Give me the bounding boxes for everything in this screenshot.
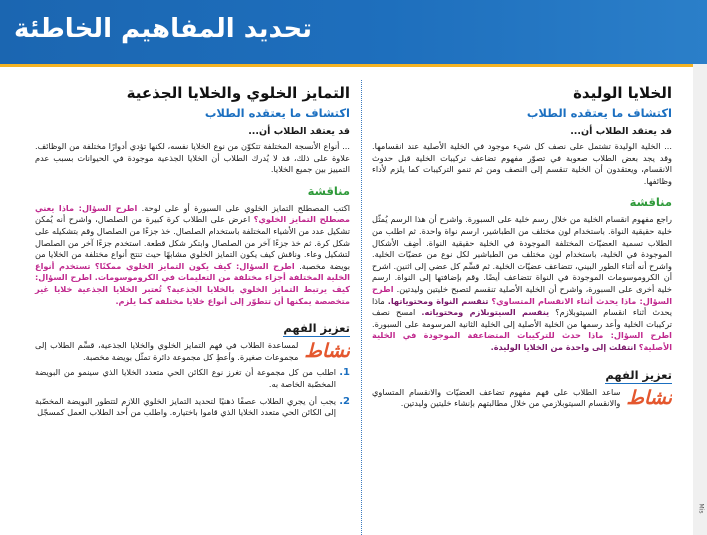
- discussion-text: اكتب المصطلح التمايز الخلوي على السبورة أو على لوحة.: [141, 202, 350, 213]
- activity-logo: نشاط: [304, 340, 350, 363]
- step-number: 1.: [339, 367, 350, 379]
- discussion-heading: مناقشة: [307, 183, 350, 198]
- reinforce-heading: تعزيز الفهم: [283, 321, 350, 336]
- activity-text: لمساعدة الطلاب في فهم التمايز الخلوي والخلايا الجذعية، قسِّم الطلاب إلى مجموعات صغيرة. وأعطِ كل مجموعة دائرة تمثّل بويضة مخصبة.: [35, 340, 299, 362]
- discussion-heading: مناقشة: [629, 195, 672, 210]
- header-banner: [0, 0, 707, 67]
- answer: تستخدم أنواع الخلية المختلفة أجزاء مختلفة من التعليمات في الكروموسومات.: [35, 260, 350, 283]
- page-title: تحديد المفاهيم الخاطئة: [13, 14, 312, 44]
- right-column: [372, 84, 672, 414]
- column-divider: [361, 80, 362, 535]
- activity-text: ساعد الطلاب على فهم مفهوم تضاعف العضيّات والانقسام المتساوي والانقسام السيتوبلازمي من خلال مطالبتهم بإنشاء خليتين وليدتين.: [372, 386, 621, 409]
- misconception-text: ... الخلية الوليدة تشتمل على نصف كل شيء موجود في الخلية الأصلية عند انقسامها. وقد يجد بعض الطلاب صعوبة في تصوّر مفهوم تضاعف تركيبات الخلية قبل حدوث الانقسام، ويعتقدون أن الخلية تنقسم إلى النصف ومن ثم تنمو التركيبات كما يلزم لأداء وظائفها.: [372, 141, 672, 186]
- misconception-text: ... أنواع الأنسجة المختلفة تتكوّن من نوع الخلايا نفسه، لكنها تؤدي أدوارًا مختلفة من الوظائف. علاوة على ذلك، قد لا يُدرك الطلاب أن الخلايا الجذعية موجودة في الحيوانات بسبب عدم التمييز بين جميع الخلايا.: [35, 141, 350, 175]
- step-text: يجب أن يجري الطلاب عصفًا ذهنيًا لتحديد التمايز الخلوي اللازم لتتطور البويضة المخصّبة إلى الكائن الحي متعدد الخلايا الذي قاموا باختياره. واطلب من أحد الطلاب العمل كمسجّل: [35, 395, 336, 418]
- discussion-paragraph: [35, 203, 350, 307]
- step-number: 2.: [339, 395, 350, 407]
- side-tab-label: Mis: [697, 503, 705, 514]
- question: ماذا يحدث أثناء انقسام السيتوبلازم؟: [372, 295, 672, 318]
- discussion-text: راجع مفهوم انقسام الخلية من خلال رسم خلية على السبورة. واشرح أن هذا الرسم يُمثّل خلية حقيقية النواة. باستخدام لون مختلف من الطباشير، ارسم نواة واحدة. ثم اطلب من الطلاب تسمية العضيّات المختلفة الموجودة في الخلية حقيقية النواة. أضِف الأشكال الموجودة في الخلية، باستخدام لون مختلف من الطباشير لكل نوع من عضيّات الخلية. واشرح أنه أثناء الطور البيني، تتضاعف عضيّات الخلية. ثم قسِّم كل عضي إلى اثنين. اشرح أن الكروموسومات الموجودة في النواة تتضاعف أيضًا. وقم بإضافتها إلى النواة. ارسم خلية أخرى على السبورة، واشرح أن الخلية الأصلية تنقسم لتصبح خليتين وليدتين.: [372, 214, 672, 294]
- activity-logo: نشاط: [626, 386, 672, 409]
- reinforce-heading: تعزيز الفهم: [605, 367, 672, 382]
- discussion-paragraph: [372, 214, 672, 353]
- side-tab: [693, 64, 707, 535]
- step-text: اطلب من كل مجموعة أن تغرز نوع الكائن الحي متعدد الخلايا الذي سينمو من البويضة المخصّبة الخاصة به.: [35, 367, 336, 389]
- question: اطرح السؤال: كيف يرتبط التمايز الخلوي بالخلايا الجذعية؟: [35, 272, 350, 294]
- answer: تنقسم النواة ومحتوياتها.: [387, 295, 489, 306]
- answer: ينقسم السيتوبلازم ومحتوياته.: [421, 307, 550, 318]
- question: اطرح السؤال: ماذا يحدث أثناء الانقسام المتساوي؟: [372, 283, 673, 306]
- misconception-label: قد يعتقد الطلاب أن...: [570, 126, 672, 137]
- answer: تُعتبر الخلايا الجذعية خلايا غير متخصصة يمكنها أن تتطوّر إلى أنواع خلايا مختلفة كما يلزم.: [35, 283, 350, 306]
- misconception-label: قد يعتقد الطلاب أن...: [248, 126, 350, 137]
- section-title-differentiation: التمايز الخلوي والخلايا الجذعية: [126, 84, 350, 102]
- question: اطرح السؤال: ماذا يعني مصطلح التمايز الخلوي؟: [35, 202, 350, 225]
- left-column: [35, 84, 350, 424]
- list-item: [35, 396, 350, 419]
- list-item: [35, 367, 350, 390]
- question: اطرح السؤال: كيف يكون التمايز الخلوي ممكنًا؟: [94, 260, 295, 271]
- answer: انتقلت إلى واحدة من الخلايا الوليدة.: [490, 341, 637, 352]
- question: اطرح السؤال: ماذا حدث للتركيبات المتضاعفة الموجودة في الخلية الأصلية؟: [372, 330, 672, 352]
- activity-block: [35, 340, 350, 363]
- discussion-text: اعرض على الطلاب كرة كبيرة من الصلصال، واشرح أنه يُمكن تشكيل عدد من الأشياء المختلفة باستخدام الصلصال. خذ جزءًا من الصلصال وقم بتشكيله على شكل كرة. ثم خذ جزءًا آخر من الصلصال وابتكر شكل قطعة. استخدم جزءًا آخر من الصلصال لتشكيل وعاء. وناقش كيف يكون التمايز الخلوي مشابهًا حيث تنتج أنواع مختلفة من الخلايا من بويضة مخصبة.: [35, 214, 350, 271]
- section-title-daughter-cells: الخلايا الوليدة: [573, 84, 672, 102]
- section-subtitle: اكتشاف ما يعتقده الطلاب: [204, 106, 350, 120]
- activity-block: [372, 387, 672, 410]
- activity-steps: [35, 367, 350, 418]
- discussion-text: امسح نصف تركيبات الخلية وأعد رسمها من الخلية الأصلية إلى الخلية الثانية المرسومة على السبورة.: [372, 307, 672, 329]
- section-subtitle: اكتشاف ما يعتقده الطلاب: [526, 106, 672, 120]
